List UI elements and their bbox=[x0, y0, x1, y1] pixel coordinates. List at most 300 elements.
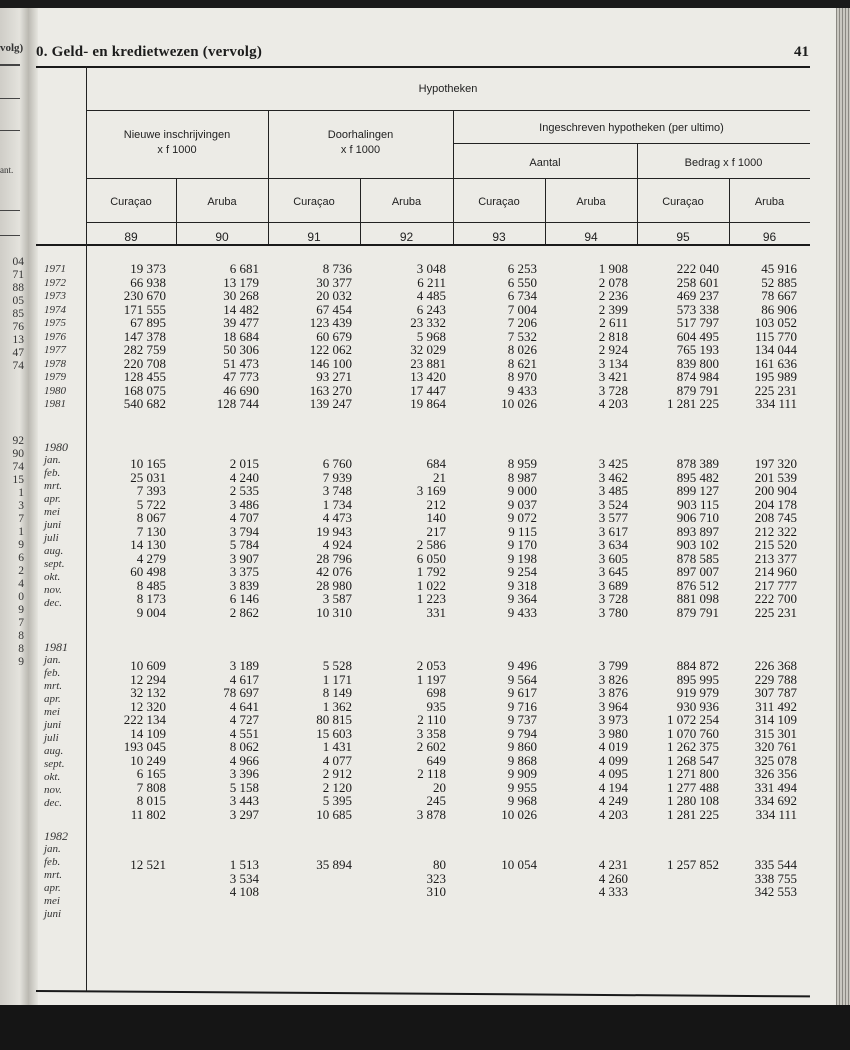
years-block-column bbox=[252, 262, 352, 411]
table-cell: 222 134 bbox=[123, 712, 166, 728]
table-cell: 878 585 bbox=[676, 550, 719, 566]
table-cell: 9 794 bbox=[507, 725, 537, 741]
years-block-column bbox=[528, 262, 628, 411]
table-cell: 21 bbox=[433, 469, 446, 485]
table-cell: 698 bbox=[426, 685, 446, 701]
header-ingeschreven: Ingeschreven hypotheken (per ultimo) bbox=[539, 122, 724, 134]
header-rule bbox=[86, 178, 810, 179]
table-cell: 226 368 bbox=[754, 658, 797, 673]
table-cell: 8 621 bbox=[507, 355, 537, 371]
table-cell: 3 907 bbox=[229, 550, 259, 566]
table-cell: 28 796 bbox=[316, 550, 352, 566]
table-cell: 3 689 bbox=[598, 577, 628, 593]
header-rule bbox=[453, 143, 810, 144]
table-cell: 3 878 bbox=[416, 807, 446, 823]
table-cell: 140 bbox=[426, 510, 446, 526]
table-cell: 60 498 bbox=[130, 564, 166, 580]
header-aantal: Aantal bbox=[529, 157, 561, 169]
stub-label-item: jan. bbox=[44, 843, 61, 855]
table-cell: 9 115 bbox=[508, 523, 537, 539]
stub-label-item: okt. bbox=[44, 771, 61, 783]
table-cell: 4 203 bbox=[598, 396, 628, 412]
table-cell: 7 004 bbox=[507, 301, 537, 317]
book-spine-shadow bbox=[28, 8, 38, 1008]
table-cell: 171 555 bbox=[123, 301, 166, 317]
prev-number: 9 bbox=[18, 604, 24, 616]
table-cell: 78 667 bbox=[761, 288, 797, 304]
table-cell: 4 279 bbox=[136, 550, 166, 566]
table-cell: 881 098 bbox=[676, 591, 719, 607]
table-cell: 7 130 bbox=[136, 523, 166, 539]
table-cell: 23 881 bbox=[410, 355, 446, 371]
table-cell: 2 118 bbox=[417, 766, 446, 782]
table-cell: 3 189 bbox=[229, 658, 259, 673]
stub-label-item: 1972 bbox=[44, 276, 66, 289]
table-cell: 878 389 bbox=[676, 456, 719, 471]
stub-label-item: nov. bbox=[44, 584, 62, 596]
prev-number: 90 bbox=[12, 448, 24, 460]
table-cell: 245 bbox=[426, 793, 446, 809]
page-number: 41 bbox=[794, 44, 809, 60]
table-cell: 5 528 bbox=[322, 658, 352, 673]
table-cell: 903 102 bbox=[676, 537, 719, 553]
stub-label-item: mrt. bbox=[44, 480, 63, 492]
table-cell: 1 431 bbox=[322, 739, 352, 755]
table-cell: 217 777 bbox=[754, 577, 797, 593]
table-cell: 919 979 bbox=[676, 685, 719, 701]
table-cell: 10 054 bbox=[501, 857, 537, 872]
table-cell: 10 026 bbox=[501, 396, 537, 412]
column-header: Curaçao bbox=[662, 196, 704, 208]
table-cell: 30 268 bbox=[223, 288, 259, 304]
table-cell: 147 378 bbox=[123, 328, 166, 344]
header-nieuwe-inschrijvingen bbox=[86, 128, 268, 158]
table-cell: 3 748 bbox=[322, 483, 352, 499]
table-cell: 67 454 bbox=[316, 301, 352, 317]
stub-year: 1980 bbox=[44, 440, 68, 454]
table-cell: 122 062 bbox=[309, 342, 352, 358]
table-cell: 6 165 bbox=[136, 766, 166, 782]
stub-label-item: nov. bbox=[44, 784, 62, 796]
table-cell: 9 198 bbox=[507, 550, 537, 566]
stub-label-item: mei bbox=[44, 895, 60, 907]
prev-numbers-top bbox=[0, 256, 24, 373]
table-cell: 8 970 bbox=[507, 369, 537, 385]
table-cell: 2 053 bbox=[416, 658, 446, 673]
1982-block-column bbox=[159, 858, 259, 899]
table-cell: 6 760 bbox=[322, 456, 352, 471]
table-cell: 25 031 bbox=[130, 469, 166, 485]
table-cell: 893 897 bbox=[676, 523, 719, 539]
table-cell: 7 393 bbox=[136, 483, 166, 499]
table-cell: 6 681 bbox=[229, 261, 259, 276]
prev-number: 3 bbox=[18, 500, 24, 512]
table-cell: 134 044 bbox=[754, 342, 797, 358]
stub-label-item: juni bbox=[44, 519, 62, 531]
table-cell: 2 924 bbox=[598, 342, 628, 358]
stub-label-item: feb. bbox=[44, 856, 61, 868]
table-cell: 325 078 bbox=[754, 752, 797, 768]
table-cell: 20 032 bbox=[316, 288, 352, 304]
stub-1980 bbox=[44, 441, 68, 610]
table-cell: 212 322 bbox=[754, 523, 797, 539]
table-cell: 8 485 bbox=[136, 577, 166, 593]
table-cell: 4 203 bbox=[598, 807, 628, 823]
table-cell: 3 375 bbox=[229, 564, 259, 580]
table-cell: 573 338 bbox=[676, 301, 719, 317]
column-header: Curaçao bbox=[110, 196, 152, 208]
table-cell: 9 433 bbox=[507, 382, 537, 398]
table-cell: 35 894 bbox=[316, 857, 352, 872]
1982-block-column bbox=[346, 858, 446, 899]
stub-label-item: 1976 bbox=[44, 330, 66, 343]
table-cell: 4 485 bbox=[416, 288, 446, 304]
1982-block-column bbox=[697, 858, 797, 899]
table-cell: 19 864 bbox=[410, 396, 446, 412]
table-cell: 42 076 bbox=[316, 564, 352, 580]
table-cell: 3 169 bbox=[416, 483, 446, 499]
table-cell: 684 bbox=[426, 456, 446, 471]
table-cell: 9 037 bbox=[507, 496, 537, 512]
table-cell: 9 496 bbox=[507, 658, 537, 673]
table-cell: 3 297 bbox=[229, 807, 259, 823]
table-cell: 8 149 bbox=[322, 685, 352, 701]
table-cell: 9 364 bbox=[507, 591, 537, 607]
header-line: x f 1000 bbox=[340, 144, 381, 156]
column-number: 92 bbox=[399, 230, 414, 244]
table-cell bbox=[66, 872, 166, 886]
table-cell: 1 262 375 bbox=[667, 739, 719, 755]
prev-number: 4 bbox=[18, 578, 24, 590]
years-block-column bbox=[437, 262, 537, 411]
table-cell: 517 797 bbox=[676, 315, 719, 331]
prev-number: 1 bbox=[18, 526, 24, 538]
table-cell: 895 995 bbox=[676, 671, 719, 687]
group-header-hypotheken: Hypotheken bbox=[418, 83, 478, 95]
table-cell: 930 936 bbox=[676, 698, 719, 714]
prev-header-fragment: volg) bbox=[0, 42, 24, 54]
table-cell: 14 109 bbox=[130, 725, 166, 741]
table-cell: 4 099 bbox=[598, 752, 628, 768]
table-cell: 7 206 bbox=[507, 315, 537, 331]
stub-label-item: 1975 bbox=[44, 317, 66, 330]
stub-label-item: 1974 bbox=[44, 303, 66, 316]
prev-number: 71 bbox=[12, 269, 24, 281]
prev-number: 9 bbox=[18, 656, 24, 668]
table-cell bbox=[437, 885, 537, 899]
table-cell: 935 bbox=[426, 698, 446, 714]
table-cell: 884 872 bbox=[676, 658, 719, 673]
table-cell: 103 052 bbox=[754, 315, 797, 331]
stub-1981 bbox=[44, 641, 68, 810]
stub-label-item: 1973 bbox=[44, 290, 66, 303]
stub-label-item: juni bbox=[44, 719, 62, 731]
table-cell: 10 685 bbox=[316, 807, 352, 823]
column-number: 90 bbox=[215, 230, 229, 244]
stub-label-item: juli bbox=[44, 732, 59, 744]
table-cell: 9 617 bbox=[507, 685, 537, 701]
stub-label-item: 1977 bbox=[44, 344, 66, 357]
table-cell: 193 045 bbox=[123, 739, 166, 755]
page-title: 0. Geld- en kredietwezen (vervolg) bbox=[36, 44, 263, 60]
table-cell: 7 808 bbox=[136, 779, 166, 795]
table-cell: 4 108 bbox=[229, 884, 259, 900]
table-cell: 123 439 bbox=[309, 315, 352, 331]
prev-rule bbox=[0, 98, 20, 99]
stub-label-item: mrt. bbox=[44, 869, 63, 881]
table-cell: 540 682 bbox=[123, 396, 166, 412]
table-cell: 4 924 bbox=[322, 537, 352, 553]
table-cell: 30 377 bbox=[316, 274, 352, 290]
table-cell: 2 110 bbox=[417, 712, 446, 728]
prev-rule bbox=[0, 64, 20, 66]
table-cell: 4 617 bbox=[229, 671, 259, 687]
table-cell: 3 534 bbox=[229, 870, 259, 886]
table-cell: 5 968 bbox=[416, 328, 446, 344]
table-cell: 217 bbox=[426, 523, 446, 539]
table-cell: 2 120 bbox=[322, 779, 352, 795]
table-cell: 9 072 bbox=[507, 510, 537, 526]
table-cell: 3 485 bbox=[598, 483, 628, 499]
table-cell: 4 333 bbox=[598, 884, 628, 900]
table-cell: 67 895 bbox=[130, 315, 166, 331]
prev-number: 47 bbox=[12, 347, 24, 359]
table-cell: 11 802 bbox=[130, 807, 166, 823]
table-cell: 6 253 bbox=[507, 261, 537, 276]
table-cell: 208 745 bbox=[754, 510, 797, 526]
table-cell: 3 794 bbox=[229, 523, 259, 539]
table-cell: 9 170 bbox=[507, 537, 537, 553]
table-cell: 14 482 bbox=[223, 301, 259, 317]
table-cell: 3 634 bbox=[598, 537, 628, 553]
table-cell: 230 670 bbox=[123, 288, 166, 304]
stub-year: 1981 bbox=[44, 640, 68, 654]
table-cell: 10 310 bbox=[316, 605, 352, 621]
table-cell: 229 788 bbox=[754, 671, 797, 687]
table-cell: 320 761 bbox=[754, 739, 797, 755]
table-cell: 4 249 bbox=[598, 793, 628, 809]
table-cell: 3 645 bbox=[598, 564, 628, 580]
header-bottom-rule bbox=[36, 244, 810, 246]
stub-label-item: 1978 bbox=[44, 357, 66, 370]
table-cell: 52 885 bbox=[761, 274, 797, 290]
table-cell: 9 564 bbox=[507, 671, 537, 687]
table-cell: 12 320 bbox=[130, 698, 166, 714]
table-cell: 225 231 bbox=[754, 605, 797, 621]
table-cell: 839 800 bbox=[676, 355, 719, 371]
prev-number: 74 bbox=[12, 360, 24, 372]
table-cell: 39 477 bbox=[223, 315, 259, 331]
table-cell: 20 bbox=[433, 779, 446, 795]
table-cell: 1 280 108 bbox=[667, 793, 719, 809]
table-cell: 310 bbox=[426, 884, 446, 900]
table-cell: 220 708 bbox=[123, 355, 166, 371]
prev-rule bbox=[0, 210, 20, 211]
table-cell: 4 194 bbox=[598, 779, 628, 795]
table-cell: 212 bbox=[426, 496, 446, 512]
table-cell: 18 684 bbox=[223, 328, 259, 344]
1982-block-column bbox=[528, 858, 628, 899]
stub-label-item: apr. bbox=[44, 493, 61, 505]
table-cell: 2 535 bbox=[229, 483, 259, 499]
table-cell: 204 178 bbox=[754, 496, 797, 512]
table-cell: 9 004 bbox=[136, 605, 166, 621]
prev-number: 1 bbox=[18, 487, 24, 499]
1982-block-column bbox=[437, 858, 537, 899]
stub-label-item: mei bbox=[44, 506, 60, 518]
table-cell: 3 134 bbox=[598, 355, 628, 371]
1981-block-column bbox=[252, 659, 352, 822]
prev-number: 88 bbox=[12, 282, 24, 294]
table-cell: 3 728 bbox=[598, 382, 628, 398]
table-cell: 3 964 bbox=[598, 698, 628, 714]
table-cell: 6 734 bbox=[507, 288, 537, 304]
table-cell: 3 780 bbox=[598, 605, 628, 621]
table-cell: 3 421 bbox=[598, 369, 628, 385]
stub-label-item: dec. bbox=[44, 797, 63, 809]
prev-numbers-mid bbox=[0, 435, 24, 669]
table-cell: 765 193 bbox=[676, 342, 719, 358]
stub-year: 1982 bbox=[44, 829, 68, 843]
prev-number: 9 bbox=[18, 539, 24, 551]
table-cell: 1 277 488 bbox=[667, 779, 719, 795]
table-cell: 9 716 bbox=[507, 698, 537, 714]
table-cell: 50 306 bbox=[223, 342, 259, 358]
table-cell: 201 539 bbox=[754, 469, 797, 485]
table-cell: 32 029 bbox=[410, 342, 446, 358]
table-cell: 311 492 bbox=[755, 698, 797, 714]
column-number: 89 bbox=[124, 230, 138, 244]
table-cell: 4 966 bbox=[229, 752, 259, 768]
table-cell: 80 815 bbox=[316, 712, 352, 728]
table-cell: 8 067 bbox=[136, 510, 166, 526]
stub-label-item: aug. bbox=[44, 545, 64, 557]
stub-label-item: juni bbox=[44, 908, 62, 920]
table-cell: 1 362 bbox=[322, 698, 352, 714]
prev-number: 2 bbox=[18, 565, 24, 577]
table-cell: 3 425 bbox=[598, 456, 628, 471]
table-cell: 9 968 bbox=[507, 793, 537, 809]
column-header: Curaçao bbox=[478, 196, 520, 208]
table-cell: 139 247 bbox=[309, 396, 352, 412]
table-cell: 649 bbox=[426, 752, 446, 768]
table-cell: 1 281 225 bbox=[667, 396, 719, 412]
table-cell: 3 358 bbox=[416, 725, 446, 741]
table-cell: 2 586 bbox=[416, 537, 446, 553]
header-rule bbox=[86, 110, 810, 111]
table-cell: 8 015 bbox=[136, 793, 166, 809]
table-cell: 334 111 bbox=[755, 396, 797, 412]
column-number: 91 bbox=[307, 230, 321, 244]
table-cell: 6 211 bbox=[417, 274, 446, 290]
stub-label-item: juli bbox=[44, 532, 59, 544]
table-cell: 115 770 bbox=[755, 328, 797, 344]
table-cell: 4 641 bbox=[229, 698, 259, 714]
prev-number: 05 bbox=[12, 295, 24, 307]
table-cell: 197 320 bbox=[754, 456, 797, 471]
stub-label-item: feb. bbox=[44, 467, 61, 479]
stub-label-item: jan. bbox=[44, 654, 61, 666]
stub-label-item: sept. bbox=[44, 758, 65, 770]
table-cell: 4 260 bbox=[598, 870, 628, 886]
years-block-column bbox=[66, 262, 166, 411]
table-cell: 9 737 bbox=[507, 712, 537, 728]
table-cell: 93 271 bbox=[316, 369, 352, 385]
table-cell: 3 876 bbox=[598, 685, 628, 701]
table-cell: 1 197 bbox=[416, 671, 446, 687]
table-cell: 2 236 bbox=[598, 288, 628, 304]
column-header: Aruba bbox=[391, 196, 422, 208]
table-cell: 3 799 bbox=[598, 658, 628, 673]
1981-block-column bbox=[528, 659, 628, 822]
table-cell: 3 728 bbox=[598, 591, 628, 607]
table-cell: 307 787 bbox=[754, 685, 797, 701]
table-cell: 4 019 bbox=[598, 739, 628, 755]
table-cell: 8 736 bbox=[322, 261, 352, 276]
1980-block-column bbox=[437, 457, 537, 620]
table-cell: 10 165 bbox=[130, 456, 166, 471]
table-cell: 46 690 bbox=[223, 382, 259, 398]
years-block-column bbox=[159, 262, 259, 411]
stub-label-item: 1980 bbox=[44, 384, 66, 397]
column-header: Aruba bbox=[207, 196, 237, 208]
prev-text-fragment: ant. bbox=[0, 165, 14, 175]
table-cell: 6 550 bbox=[507, 274, 537, 290]
table-cell: 1 268 547 bbox=[667, 752, 719, 768]
prev-number: 76 bbox=[12, 321, 24, 333]
stub-label-item: sept. bbox=[44, 558, 65, 570]
stub-label-item: feb. bbox=[44, 667, 61, 679]
stub-label-item: 1981 bbox=[44, 398, 66, 411]
table-cell: 7 939 bbox=[322, 469, 352, 485]
table-cell: 1 271 800 bbox=[667, 766, 719, 782]
table-cell: 2 399 bbox=[598, 301, 628, 317]
table-cell: 1 908 bbox=[598, 261, 628, 276]
table-cell: 326 356 bbox=[754, 766, 797, 782]
table-cell: 222 700 bbox=[754, 591, 797, 607]
table-cell: 9 860 bbox=[507, 739, 537, 755]
table-cell: 128 455 bbox=[123, 369, 166, 385]
prev-number: 04 bbox=[12, 256, 24, 268]
table-cell: 282 759 bbox=[123, 342, 166, 358]
table-cell: 3 577 bbox=[598, 510, 628, 526]
prev-number: 74 bbox=[12, 461, 24, 473]
table-cell: 168 075 bbox=[123, 382, 166, 398]
table-cell: 19 943 bbox=[316, 523, 352, 539]
table-cell: 15 603 bbox=[316, 725, 352, 741]
header-line: Doorhalingen bbox=[327, 129, 394, 141]
table-cell: 334 111 bbox=[755, 807, 797, 823]
table-cell: 3 839 bbox=[229, 577, 259, 593]
stub-label-item: aug. bbox=[44, 745, 64, 757]
table-cell: 469 237 bbox=[676, 288, 719, 304]
1980-block-column bbox=[252, 457, 352, 620]
prev-rule bbox=[0, 130, 20, 131]
table-cell: 315 301 bbox=[754, 725, 797, 741]
table-cell: 161 636 bbox=[754, 355, 797, 371]
1981-block-column bbox=[346, 659, 446, 822]
table-cell: 47 773 bbox=[223, 369, 259, 385]
table-cell: 4 240 bbox=[229, 469, 259, 485]
table-cell: 897 007 bbox=[676, 564, 719, 580]
table-cell: 2 818 bbox=[598, 328, 628, 344]
table-cell: 2 015 bbox=[229, 456, 259, 471]
stub-label-item: mrt. bbox=[44, 680, 63, 692]
header-rule bbox=[86, 222, 810, 223]
stub-label-item: 1971 bbox=[44, 263, 66, 275]
table-cell: 258 601 bbox=[676, 274, 719, 290]
table-cell: 2 602 bbox=[416, 739, 446, 755]
